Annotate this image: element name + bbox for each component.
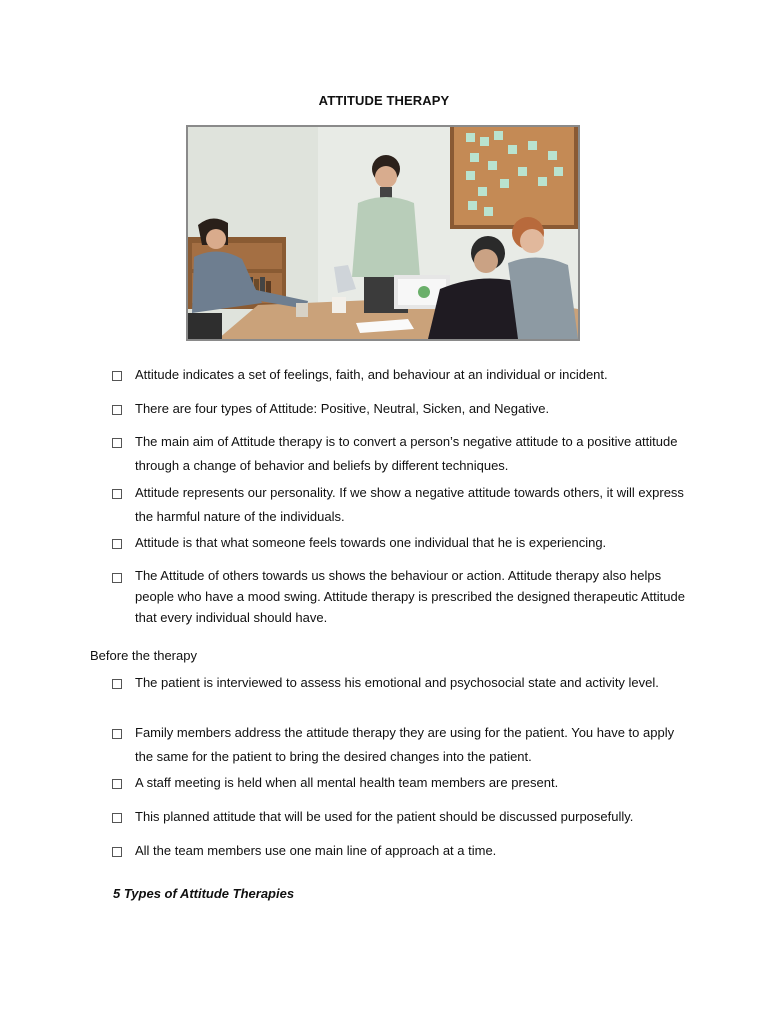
bullet-glyph-icon: [112, 729, 122, 739]
section-label-before-therapy: Before the therapy: [90, 648, 197, 663]
list-item-text: Family members address the attitude therapy they are using for the patient. You have to apply the same for the patient to bring the desired changes into the patient.: [135, 725, 675, 764]
list-item-text: Attitude represents our personality. If we show a negative attitude towards others, it will express the harmful nature of the individuals.: [135, 485, 684, 524]
bullet-glyph-icon: [112, 679, 122, 689]
bullet-glyph-icon: [112, 489, 122, 499]
list-item-text: The main aim of Attitude therapy is to convert a person’s negative attitude to a positive attitude through a change of behavior and beliefs by different techniques.: [135, 434, 678, 473]
section-heading-types: 5 Types of Attitude Therapies: [113, 886, 295, 901]
page-title: ATTITUDE THERAPY: [318, 93, 450, 108]
classroom-photo: [186, 125, 580, 341]
classroom-photo-icon: [188, 127, 578, 339]
list-item-text: This planned attitude that will be used for the patient should be discussed purposefully.: [135, 809, 634, 824]
list-item-text: Attitude indicates a set of feelings, faith, and behaviour at an individual or incident.: [135, 367, 608, 382]
list-item-text: The patient is interviewed to assess his emotional and psychosocial state and activity level.: [135, 675, 659, 690]
list-item-text: There are four types of Attitude: Positive, Neutral, Sicken, and Negative.: [135, 401, 550, 416]
list-item-text: All the team members use one main line of approach at a time.: [135, 843, 497, 858]
bullet-glyph-icon: [112, 438, 122, 448]
bullet-glyph-icon: [112, 539, 122, 549]
bullet-glyph-icon: [112, 847, 122, 857]
bullet-glyph-icon: [112, 813, 122, 823]
bullet-glyph-icon: [112, 779, 122, 789]
bullet-glyph-icon: [112, 405, 122, 415]
list-item-text: The Attitude of others towards us shows the behaviour or action. Attitude therapy also helps people who have a mood swing. Attitude therapy is prescribed the designed therapeutic Attitude that every individual should have.: [135, 568, 685, 625]
bullet-glyph-icon: [112, 371, 122, 381]
list-item-text: A staff meeting is held when all mental health team members are present.: [135, 775, 559, 790]
list-item-text: Attitude is that what someone feels towards one individual that he is experiencing.: [135, 535, 607, 550]
bullet-glyph-icon: [112, 573, 122, 583]
